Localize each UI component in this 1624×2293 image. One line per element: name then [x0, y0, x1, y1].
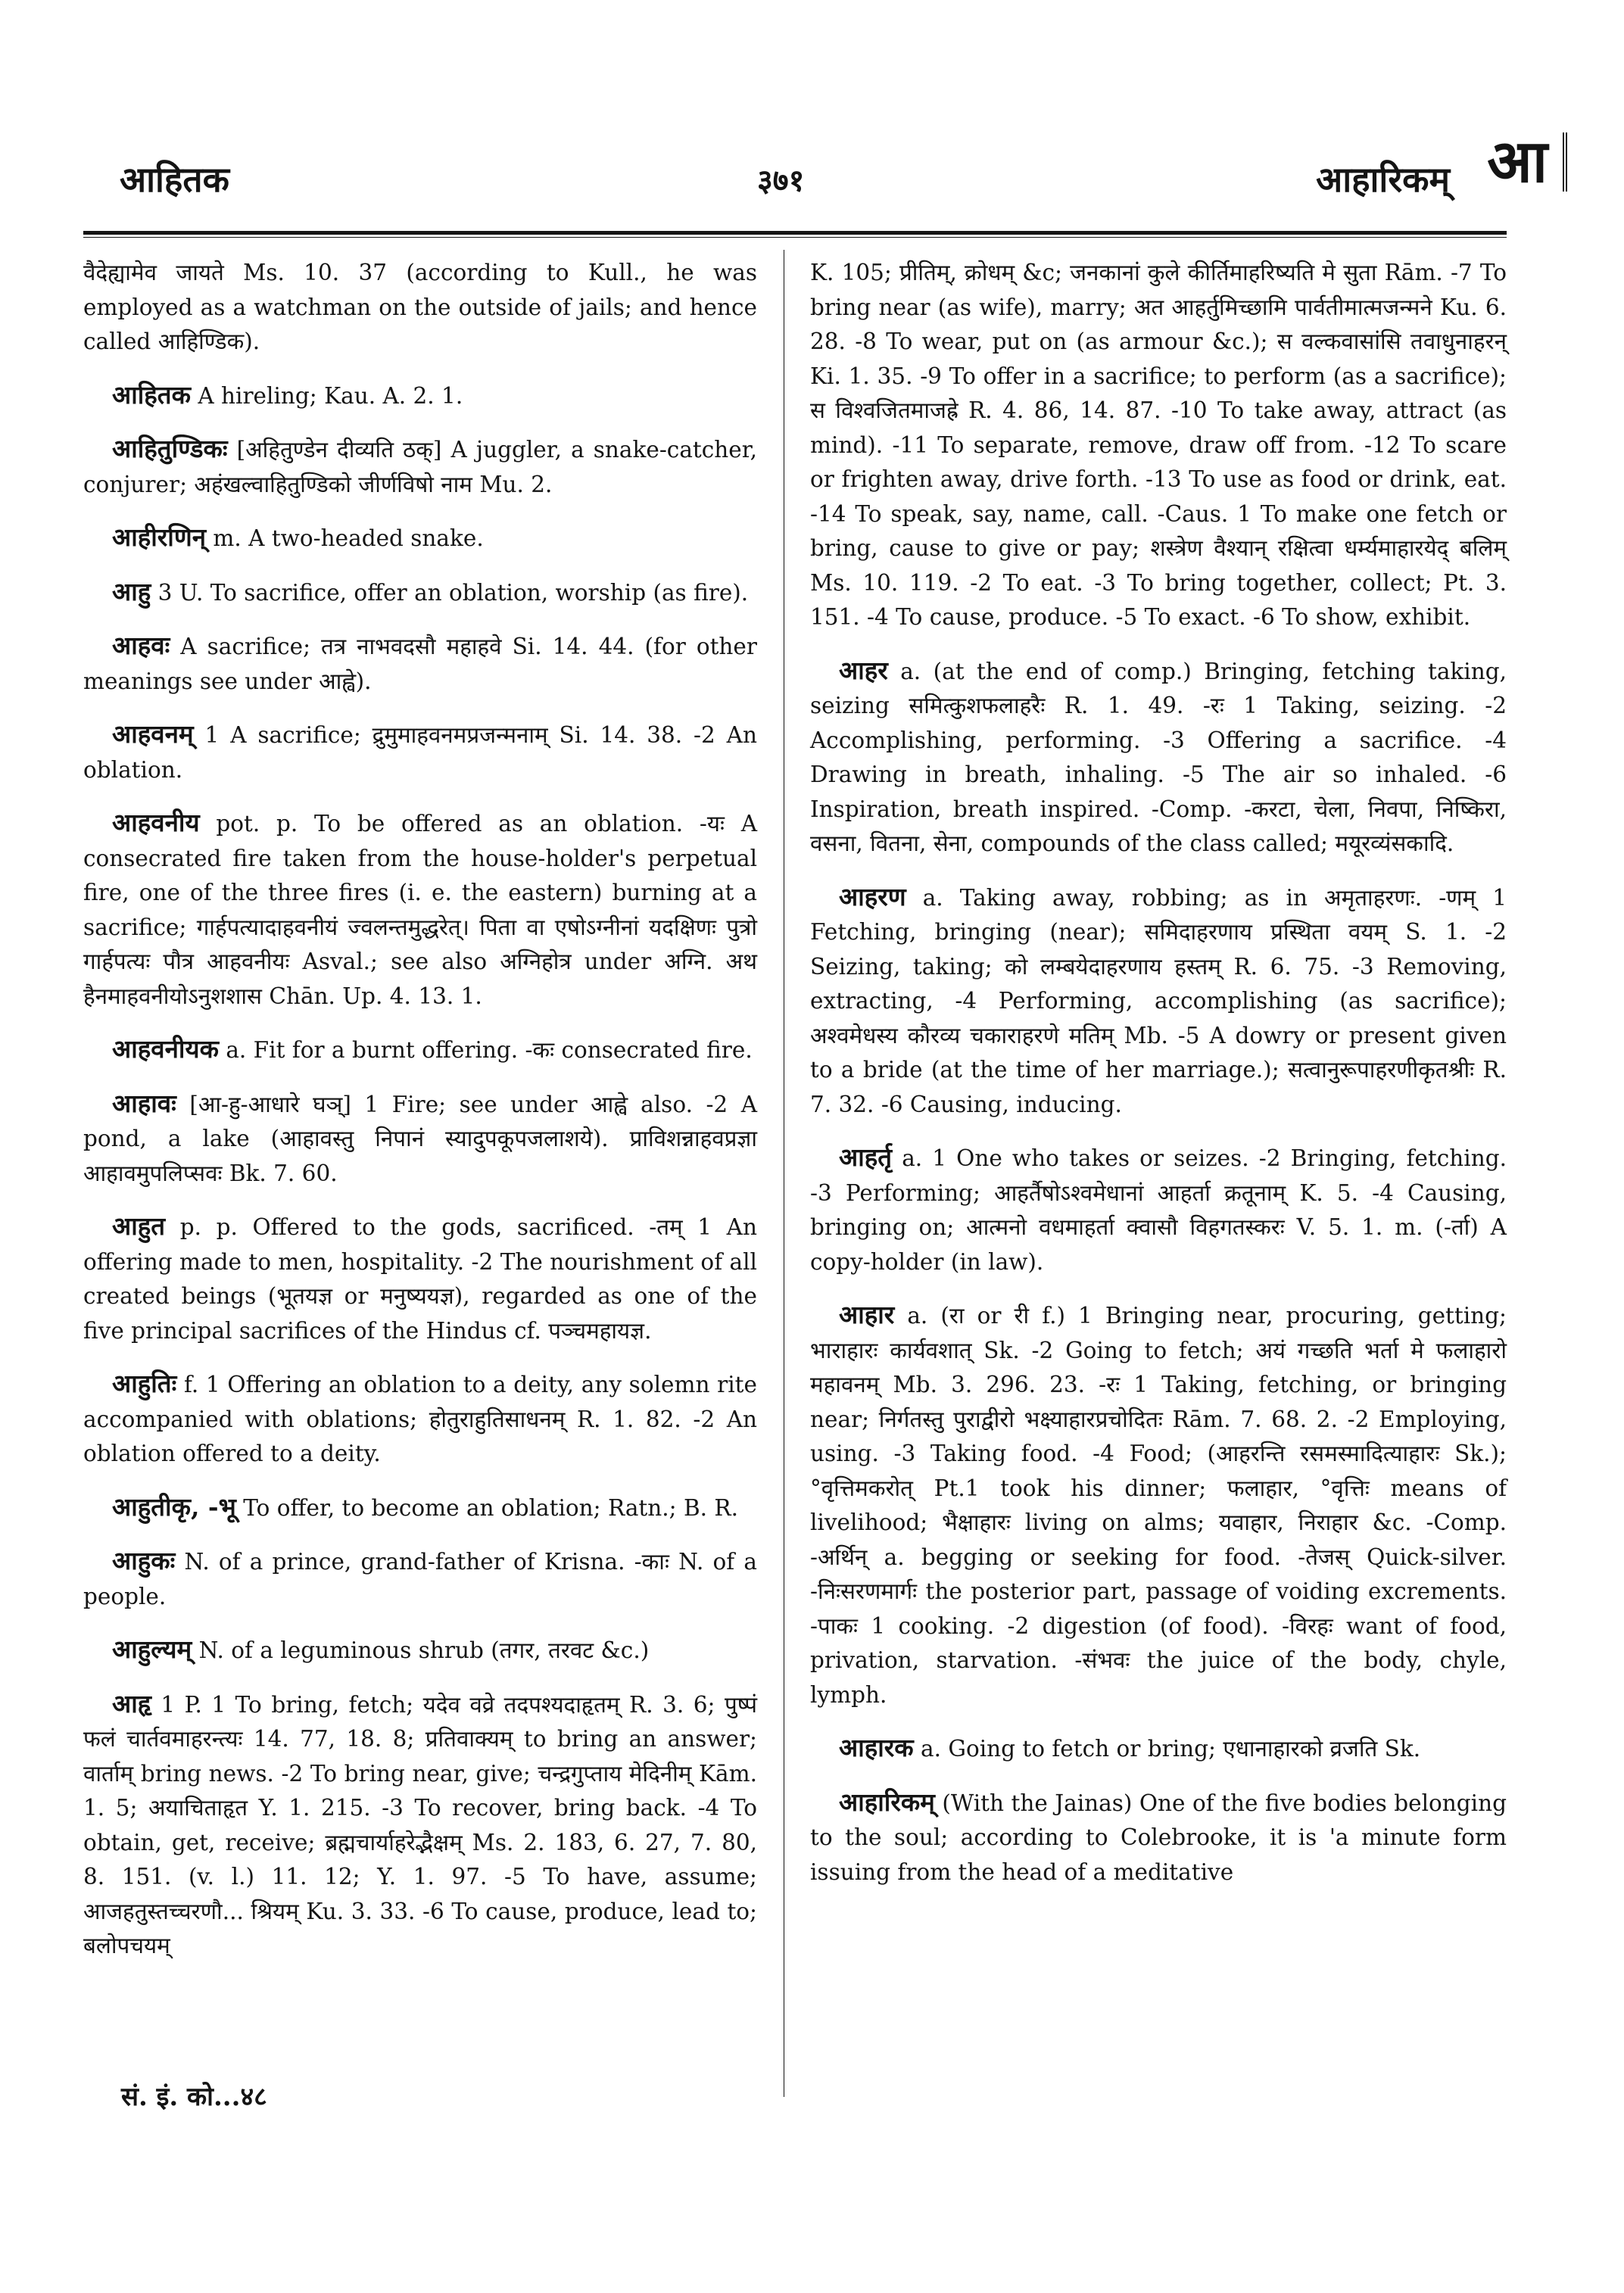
dictionary-entry [83, 1632, 757, 1668]
entry-headword: आहीरणिन् [112, 522, 207, 552]
dictionary-entry [83, 520, 757, 556]
entry-headword: आहुत [112, 1211, 166, 1241]
dictionary-entry [810, 1298, 1507, 1712]
right-guide-word: आहारिकम् [1316, 159, 1450, 200]
entry-definition: A hireling; Kau. A. 2. 1. [198, 382, 463, 409]
entry-definition: N. of a leguminous shrub (तगर, तरवट &c.) [198, 1637, 650, 1663]
dictionary-entry [83, 1490, 757, 1526]
entry-definition: a. 1 One who takes or seizes. -2 Bringing, fetching. -3 Performing; आहर्तैषोऽश्वमेधानां आहर्ता क्रतूनाम् K. 5. -4 Causing, bringing on; आत्मनो वधमाहर्ता क्वासौ विहगतस्करः V. 5. 1. m. (-र्ता) A copy-holder (in law). [810, 1145, 1507, 1275]
entry-headword: आहारक [839, 1733, 914, 1762]
entry-definition: a. Taking away, robbing; as in अमृताहरणः. -णम् 1 Fetching, bringing (near); समिदाहरणाय प्रस्थिता वयम् S. 1. -2 Seizing, taking; को लम्बयेदाहरणाय हस्तम् R. 6. 75. -3 Removing, extracting, -4 Performing, accomplishing (as sacrifice); अश्वमेधस्य कौरव्य चकाराहरणे मतिम् Mb. -5 A dowry or present given to a bride (at the time of her marriage.); सत्वानुरूपाहरणीकृतश्रीः R. 7. 32. -6 Causing, inducing. [810, 884, 1507, 1117]
entry-headword: आहावः [112, 1088, 176, 1118]
entry-definition: a. Fit for a burnt offering. -कः consecrated fire. [226, 1037, 753, 1063]
dictionary-entry [810, 1731, 1507, 1767]
entry-headword: आहारिकम् [839, 1787, 935, 1817]
header-rule-thin [83, 237, 1507, 238]
entry-headword: आहवनीय [112, 808, 200, 837]
dictionary-entry [83, 256, 757, 360]
dictionary-entry [83, 1032, 757, 1068]
right-column [810, 256, 1507, 1908]
entry-headword: आहुल्यम् [112, 1634, 192, 1664]
entry-definition: a. Going to fetch or bring; एधानाहारको व्रजति Sk. [921, 1736, 1421, 1762]
entry-definition: वैदेह्यामेव जायते Ms. 10. 37 (according to Kull., he was employed as a watchman on the outside of jails; and hence called आहिण्डिक). [83, 260, 757, 354]
dictionary-entry [83, 1366, 757, 1472]
entry-definition: 3 U. To sacrifice, offer an oblation, worship (as fire). [157, 579, 749, 606]
dictionary-entry [83, 1086, 757, 1192]
entry-headword: आहरण [839, 881, 906, 911]
dictionary-entry [83, 431, 757, 502]
header-rule [83, 231, 1507, 235]
dictionary-entry [83, 805, 757, 1014]
entry-headword: आहितक [112, 379, 191, 410]
entry-definition: [आ-हु-आधारे घञ्] 1 Fire; see under आह्वे also. -2 A pond, a lake (आहावस्तु निपानं स्यादुपकूपजलाशये). प्राविशन्नाहवप्रज्ञा आहावमुपलिप्सवः Bk. 7. 60. [83, 1091, 757, 1186]
entry-definition: 1 P. 1 To bring, fetch; यदेव वव्रे तदपश्यदाहृतम् R. 3. 6; पुष्पं फलं चार्तवमाहरन्त्यः 14. 77, 18. 8; प्रतिवाक्यम् to bring an answer; वार्ताम् bring news. -2 To bring near, give; चन्द्रगुप्ताय मेदिनीम् Kām. 1. 5; अयाचिताहृत Y. 1. 215. -3 To recover, bring back. -4 To obtain, get, receive; ब्रह्मचार्याहरेद्भैक्षम् Ms. 2. 183, 6. 27, 7. 80, 8. 151. (v. l.) 11. 12; Y. 1. 97. -5 To have, assume; आजहतुस्तच्चरणौ... श्रियम् Ku. 3. 33. -6 To cause, produce, lead to; बलोपचयम् [83, 1691, 757, 1958]
entry-definition: f. 1 Offering an oblation to a deity, any solemn rite accompanied with oblations; होतुराहुतिसाधनम् R. 1. 82. -2 An oblation offered to a deity. [83, 1372, 757, 1466]
entry-headword: आहवः [112, 631, 170, 660]
left-guide-word: आहितक [120, 159, 229, 200]
entry-headword: आहुतीकृ, -भू [112, 1491, 236, 1522]
entry-headword: आहवनम् [112, 719, 194, 749]
entry-headword: आहितुण्डिकः [112, 434, 228, 463]
dictionary-entry [810, 653, 1507, 861]
entry-definition: a. (रा or री f.) 1 Bringing near, procuring, getting; भाराहारः कार्यवशात् Sk. -2 Going to fetch; अयं गच्छति भर्ता मे फलाहारो महावनम् Mb. 3. 296. 23. -रः 1 Taking, fetching, or bringing near; निर्गतस्तु पुराद्वीरो भक्ष्याहारप्रचोदितः Rām. 7. 68. 2. -2 Employing, using. -3 Taking food. -4 Food; (आहरन्ति रसमस्मादित्याहारः Sk.); °वृत्तिमकरोत् Pt.1 took his dinner; फलाहार, °वृत्तिः means of livelihood; भैक्षाहारः living on alms; यवाहार, निराहार &c. -Comp. -अर्थिन् a. begging or seeking for food. -तेजस् Quick-silver. -निःसरणमार्गः the posterior part, passage of voiding excrements. -पाकः 1 cooking. -2 digestion (of food). -विरहः want of food, privation, starvation. -संभवः the juice of the body, chyle, lymph. [810, 1303, 1507, 1708]
entry-definition: (With the Jainas) One of the five bodies belonging to the soul; according to Colebrooke, it is 'a minute form issuing from the head of a meditative [810, 1790, 1507, 1885]
dictionary-entry [810, 256, 1507, 635]
dictionary-entry [83, 575, 757, 611]
dictionary-entry [810, 880, 1507, 1123]
entry-headword: आहर [839, 655, 888, 685]
left-column [83, 256, 757, 1982]
entry-definition: To offer, to become an oblation; Ratn.; B. R. [243, 1494, 739, 1521]
entry-definition: N. of a prince, grand-father of Krisna. -काः N. of a people. [83, 1549, 757, 1609]
dictionary-entry [83, 628, 757, 699]
dictionary-entry [810, 1140, 1507, 1279]
dictionary-entry [83, 378, 757, 414]
page-number: ३७१ [757, 163, 805, 198]
entry-definition: 1 A sacrifice; द्रुमुमाहवनमप्रजन्मनाम् Si. 14. 38. -2 An oblation. [83, 722, 757, 783]
dictionary-entry [83, 1209, 757, 1348]
thumb-index-letter: आ [1487, 132, 1567, 192]
dictionary-entry [810, 1785, 1507, 1890]
dictionary-entry [83, 717, 757, 787]
entry-headword: आहुतिः [112, 1369, 177, 1398]
entry-headword: आहार [839, 1300, 895, 1329]
dictionary-entry [83, 1544, 757, 1614]
entry-headword: आहु [112, 576, 151, 606]
entry-definition: pot. p. To be offered as an oblation. -यः A consecrated fire taken from the house-holder's perpetual fire, one of the three fires (i. e. the eastern) burning at a sacrifice; गार्हपत्यादाहवनीयं ज्वलन्तमुद्धरेत्। पिता वा एषोऽग्नीनां यदक्षिणः पुत्रो गार्हपत्यः पौत्र आहवनीयः Asval.; see also अग्निहोत्र under अग्नि. अथ हैनमाहवनीयोऽनुशशास Chān. Up. 4. 13. 1. [83, 811, 757, 1009]
entry-definition: A sacrifice; तत्र नाभवदसौ महाहवे Si. 14. 44. (for other meanings see under आह्वे). [83, 634, 757, 694]
entry-definition: m. A two-headed snake. [213, 525, 484, 551]
entry-definition: a. (at the end of comp.) Bringing, fetching taking, seizing समित्कुशफलाहरैः R. 1. 49. -रः 1 Taking, seizing. -2 Accomplishing, performing. -3 Offering a sacrifice. -4 Drawing in breath, inhaling. -5 The air so inhaled. -6 Inspiration, breath inspired. -Comp. -करटा, चेला, निवपा, निष्किरा, वसना, वितना, सेना, compounds of the class called; मयूरव्यंसकादि. [810, 658, 1507, 856]
page-header [83, 127, 1567, 223]
entry-definition: [अहितुण्डेन दीव्यति ठक्] A juggler, a snake-catcher, conjurer; अहंखल्वाहितुण्डिको जीर्णविषो नाम Mu. 2. [83, 437, 757, 497]
signature-footer: सं. इं. को...४८ [121, 2082, 267, 2112]
entry-definition: p. p. Offered to the gods, sacrificed. -तम् 1 An offering made to men, hospitality. -2 The nourishment of all created beings (भूतयज्ञ or मनुष्ययज्ञ), regarded as one of the five principal sacrifices of the Hindus cf. पञ्चमहायज्ञ. [83, 1214, 757, 1344]
entry-headword: आहृ [112, 1688, 151, 1718]
entry-headword: आहुकः [112, 1546, 176, 1575]
entry-headword: आहर्तृ [839, 1142, 893, 1172]
entry-definition: K. 105; प्रीतिम्, क्रोधम् &c; जनकानां कुले कीर्तिमाहरिष्यति मे सुता Rām. -7 To bring near (as wife), marry; अत आहर्तुमिच्छामि पार्वतीमात्मजन्मने Ku. 6. 28. -8 To wear, put on (as armour &c.); स वल्कवासांसि तवाधुनाहरन् Ki. 1. 35. -9 To offer in a sacrifice; to perform (as a sacrifice); स विश्वजितमाजह्रे R. 4. 86, 14. 87. -10 To take away, attract (as mind). -11 To separate, remove, draw off from. -12 To scare or frighten away, drive forth. -13 To use as food or drink, eat. -14 To speak, say, name, call. -Caus. 1 To make one fetch or bring, cause to give or pay; शस्त्रेण वैश्यान् रक्षित्वा धर्म्यमाहारयेद् बलिम् Ms. 10. 119. -2 To eat. -3 To bring together, collect; Pt. 3. 151. -4 To cause, produce. -5 To exact. -6 To show, exhibit. [810, 260, 1507, 630]
dictionary-entry [83, 1687, 757, 1964]
entry-headword: आहवनीयक [112, 1034, 219, 1064]
